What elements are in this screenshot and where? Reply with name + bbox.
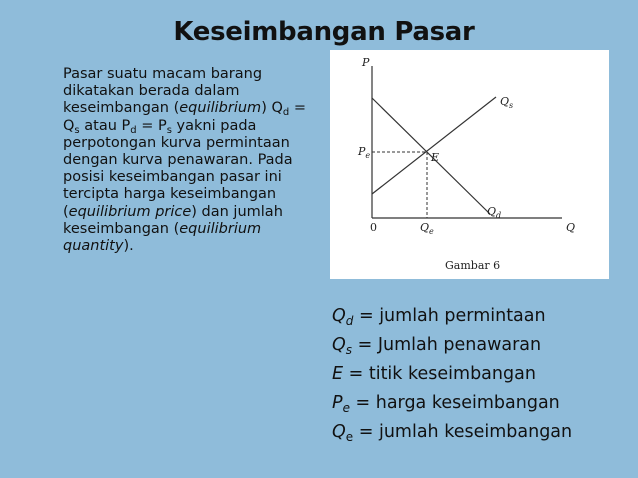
supply-demand-figure — [330, 50, 609, 279]
legend-row: $Q_s$ = Jumlah penawaran — [332, 335, 542, 357]
origin-label: 0 — [370, 221, 377, 234]
figure-caption: Gambar 6 — [445, 259, 501, 272]
legend-row: E = titik keseimbangan — [332, 364, 536, 384]
legend-row: $Q_d$ = jumlah permintaan — [332, 306, 546, 328]
supply-demand-diagram — [330, 50, 609, 279]
body-paragraph: Pasar suatu macam barang dikatakan berada dalam keseimbangan (equilibrium) $Q_d = Q_s$ atau $P_d = P_s$ yakni pada perpotongan kurva permintaan dengan kurva penawaran. Pada posisi keseimbangan pasar ini tercipta harga keseimbangan (equilibrium price) dan jumlah keseimbangan (equilibrium quantity). — [63, 66, 306, 255]
legend-row: $P_e$ = harga keseimbangan — [332, 393, 560, 415]
demand-label: $Q_d$ — [487, 205, 502, 220]
legend-row: $Q_e$ = jumlah keseimbangan — [332, 422, 573, 444]
legend — [332, 302, 632, 447]
axis-label-q: Q — [566, 221, 576, 234]
pe-label: $P_e$ — [358, 145, 371, 160]
slide-title: Keseimbangan Pasar — [173, 17, 475, 47]
supply-label: $Q_s$ — [500, 95, 514, 110]
axis-label-p: P — [362, 56, 370, 69]
equilibrium-point-label: E — [431, 151, 440, 164]
supply-curve — [372, 97, 496, 194]
qe-label: $Q_e$ — [420, 221, 434, 236]
